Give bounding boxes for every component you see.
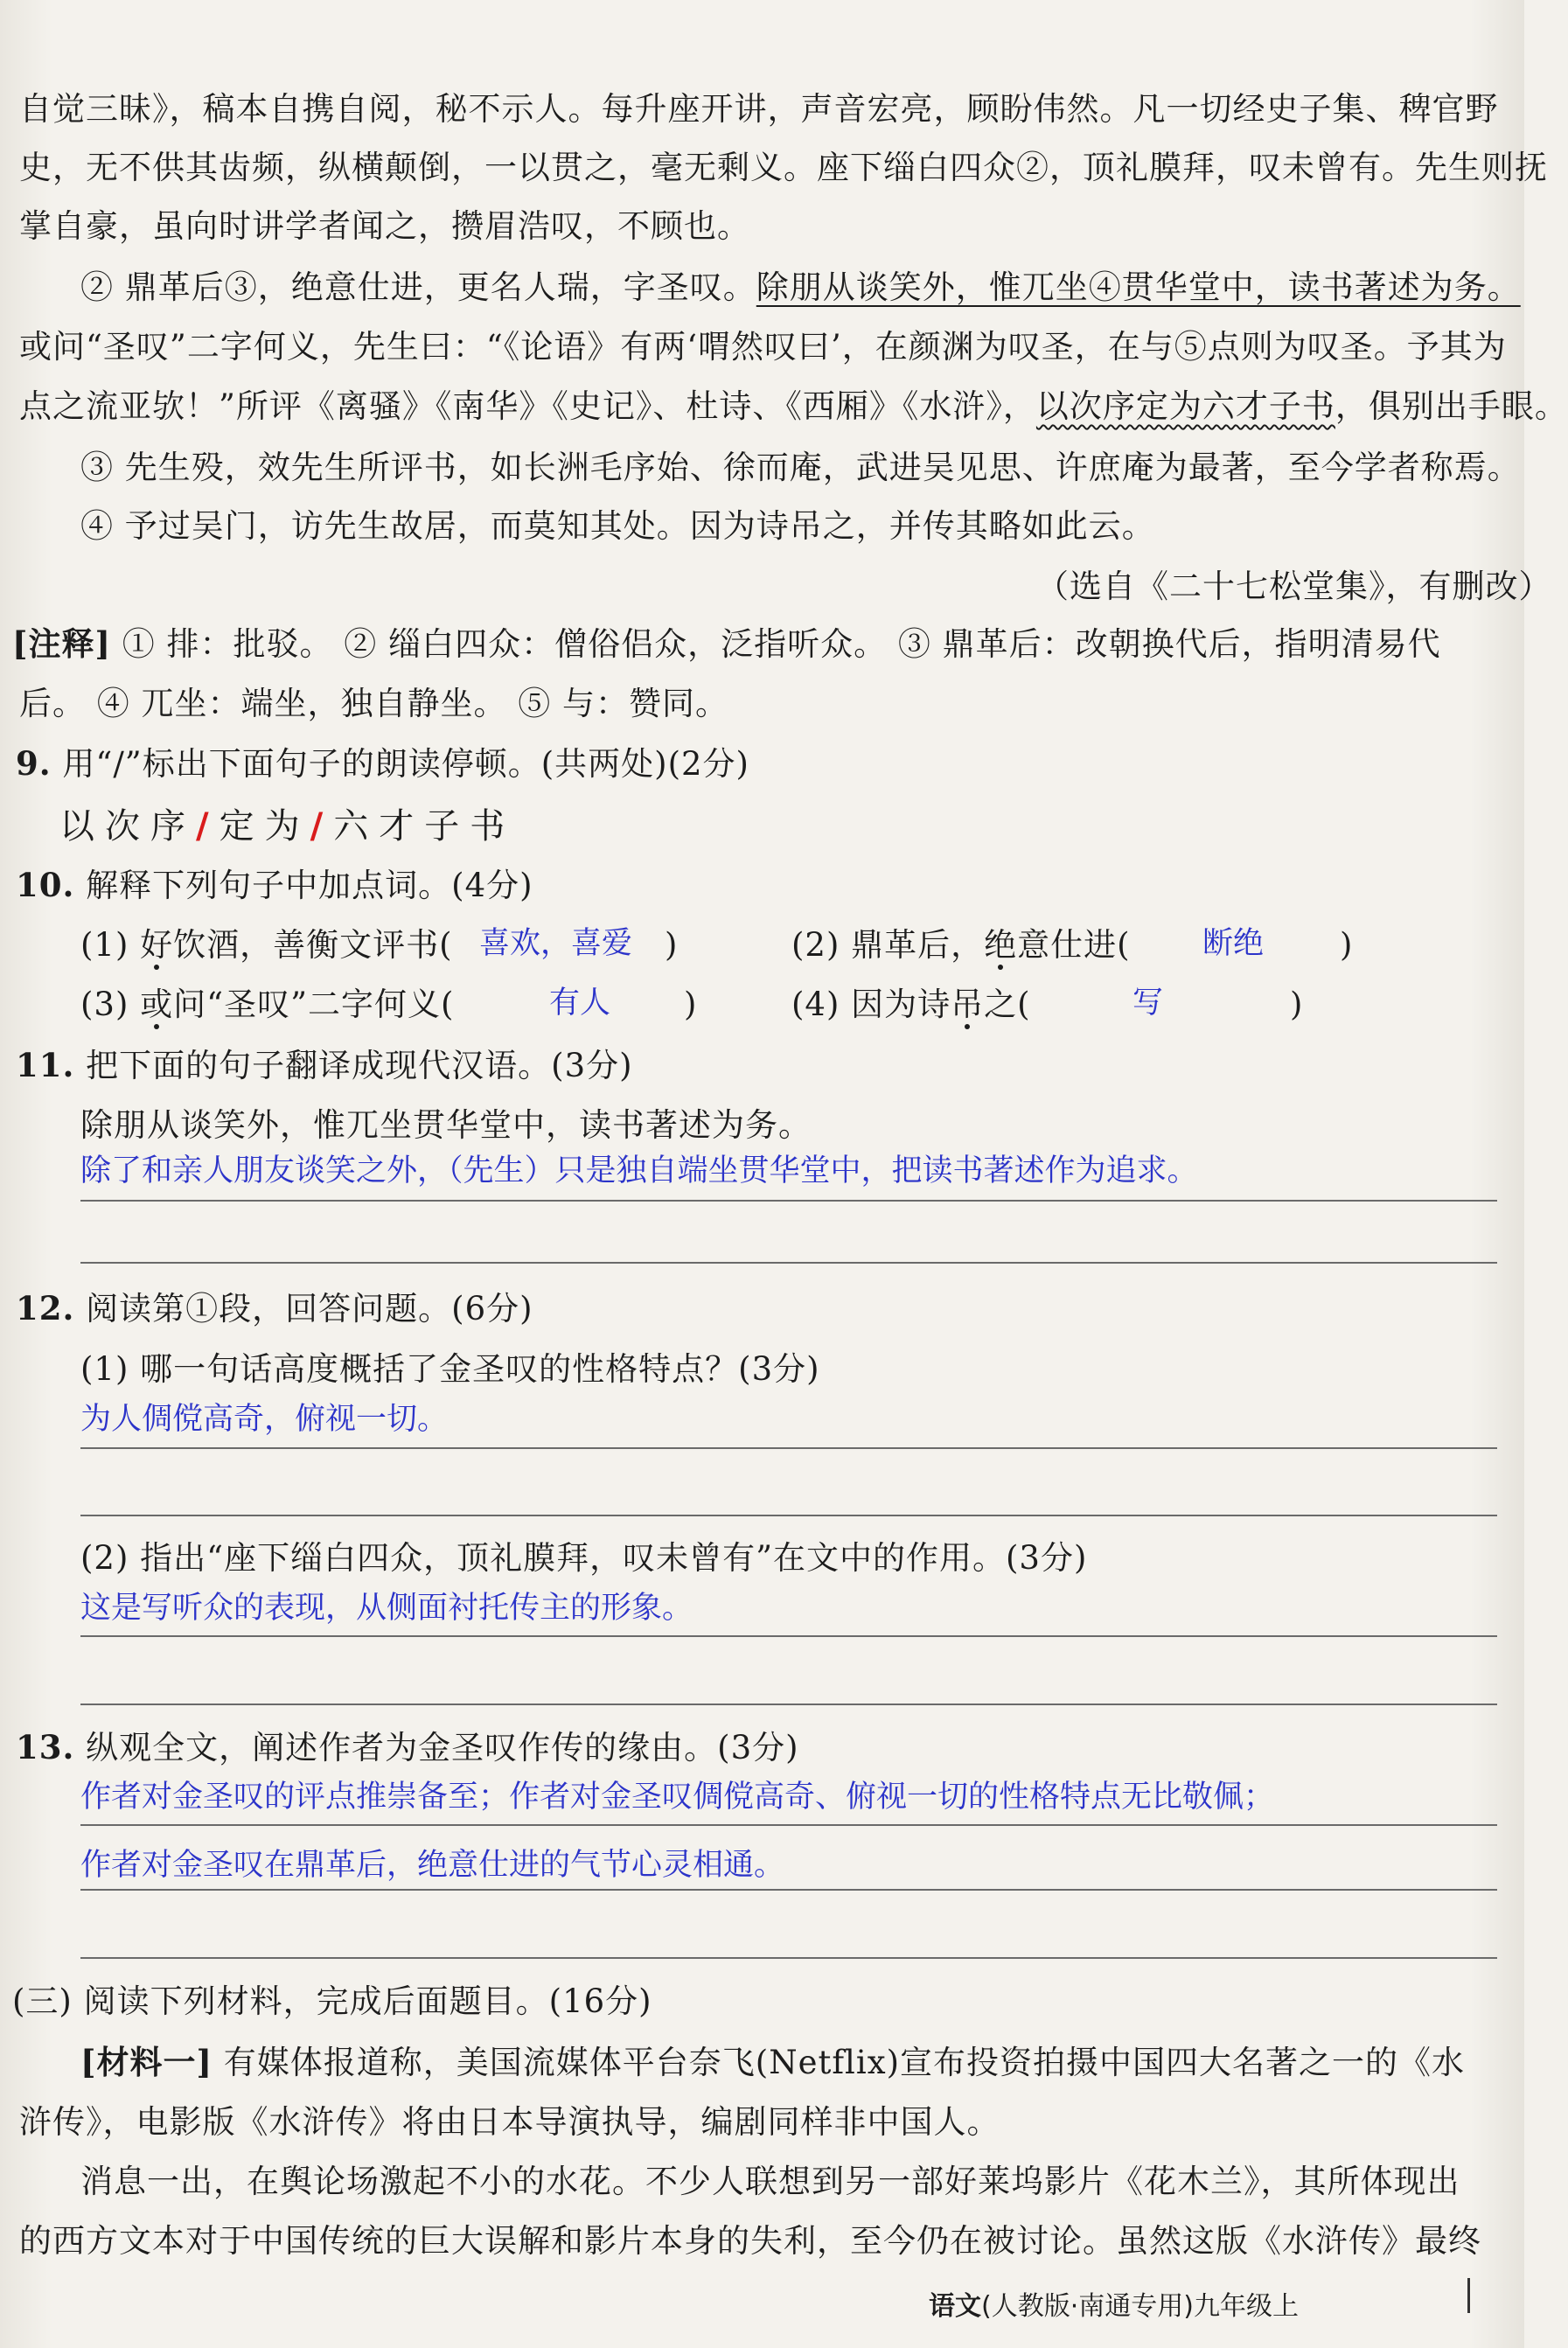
pause-sentence <box>59 806 516 847</box>
footer-subject: 语文 <box>929 2291 981 2322</box>
sentence-char: 次 <box>105 806 150 847</box>
source-citation: （选自《二十七松堂集》，有删改） <box>1036 568 1552 605</box>
question-number: 13. <box>16 1728 75 1766</box>
item-text: 问“圣叹”二字何义( <box>173 986 455 1023</box>
passage-text: 点之流亚欤！”所评《离骚》《南华》《史记》、杜诗、《西厢》《水浒》， <box>19 387 1036 425</box>
question-text: 纵观全文，阐述作者为金圣叹作传的缘由。(3分) <box>86 1729 799 1766</box>
passage-line: 史，无不供其齿频，纵横颠倒，一以贯之，毫无剩义。座下缁白四众②，顶礼膜拜，叹未曾有。先生则抚 <box>19 149 1548 186</box>
question-number: 11. <box>16 1046 75 1084</box>
close-paren: ) <box>665 926 679 964</box>
item-prefix: (2) 鼎革后， <box>791 926 985 964</box>
passage-line: 掌自豪，虽向时讲学者闻之，攒眉浩叹，不顾也。 <box>19 207 750 245</box>
sentence-char: 序 <box>150 806 196 847</box>
passage-line <box>19 387 1568 425</box>
question-text: 把下面的句子翻译成现代汉语。(3分) <box>86 1047 633 1084</box>
answer-q13-line2: 作者对金圣叹在鼎革后，绝意仕进的气节心灵相通。 <box>80 1848 785 1883</box>
question-number: 9. <box>16 744 52 783</box>
question-number: 12. <box>16 1289 75 1327</box>
passage-line: 或问“圣叹”二字何义，先生曰：“《论语》有两‘喟然叹曰’，在颜渊为叹圣，在与⑤点则为叹圣。予其为 <box>19 328 1507 366</box>
material-line: 浒传》，电影版《水浒传》将由日本导演执导，编剧同样非中国人。 <box>19 2103 1000 2141</box>
sentence-char: 书 <box>470 806 516 847</box>
answer-line <box>80 1262 1497 1264</box>
material-text: 有媒体报道称，美国流媒体平台奈飞(Netflix)宣布投资拍摄中国四大名著之一的《水 <box>223 2044 1466 2081</box>
footer-divider <box>1467 2278 1470 2313</box>
notes-line: 后。 ④ 兀坐：端坐，独自静坐。 ⑤ 与：赞同。 <box>19 685 729 722</box>
answer-line <box>80 1889 1497 1891</box>
question-number: 10. <box>16 866 75 904</box>
q10-item-4 <box>791 988 1031 1021</box>
notes-label: [注释] <box>12 624 112 663</box>
item-text: 意仕进( <box>1017 926 1131 964</box>
answer-q10-3: 有人 <box>549 986 611 1021</box>
answer-line <box>80 1447 1497 1449</box>
answer-q12-1: 为人倜傥高奇，俯视一切。 <box>80 1402 449 1437</box>
notes-text: ① 排：批驳。 ② 缁白四众：僧俗侣众，泛指听众。 ③ 鼎革后：改朝换代后，指明清易代 <box>122 625 1441 663</box>
question-12 <box>16 1289 533 1327</box>
answer-q10-2: 断绝 <box>1202 926 1265 961</box>
sentence-char: 定 <box>219 806 265 847</box>
section-heading: (三) 阅读下列材料，完成后面题目。(16分) <box>12 1982 652 2020</box>
question-text: 用“/”标出下面句子的朗读停顿。(共两处)(2分) <box>62 745 749 783</box>
pause-mark: / <box>196 806 220 847</box>
answer-line <box>80 1704 1497 1705</box>
question-text: 阅读第①段，回答问题。(6分) <box>86 1290 533 1327</box>
close-paren: ) <box>1290 986 1304 1023</box>
material-line: 消息一出，在舆论场激起不小的水花。不少人联想到另一部好莱坞影片《花木兰》，其所体现出 <box>80 2163 1460 2200</box>
item-prefix: (3) <box>80 986 141 1023</box>
sub-question: (2) 指出“座下缁白四众，顶礼膜拜，叹未曾有”在文中的作用。(3分) <box>80 1539 1088 1577</box>
dotted-word: 吊 <box>951 986 985 1023</box>
pause-mark: / <box>310 806 334 847</box>
dotted-word: 好 <box>140 926 174 964</box>
answer-q11: 除了和亲人朋友谈笑之外，（先生）只是独自端坐贯华堂中，把读书著述作为追求。 <box>80 1153 1198 1188</box>
dotted-word: 绝 <box>984 926 1018 964</box>
passage-line: 自觉三昧》，稿本自携自阅，秘不示人。每升座开讲，声音宏亮，顾盼伟然。凡一切经史子集、稗官野 <box>19 90 1499 128</box>
item-prefix: (4) 因为诗 <box>791 986 951 1023</box>
q10-item-1 <box>80 926 453 964</box>
close-paren: ) <box>1340 926 1354 964</box>
close-paren: ) <box>684 986 698 1023</box>
q10-item-3 <box>80 988 454 1021</box>
sentence-char: 才 <box>379 806 425 847</box>
answer-q12-2: 这是写听众的表现，从侧面衬托传主的形象。 <box>80 1591 693 1626</box>
wavy-underlined-sentence: 以次序定为六才子书 <box>1035 387 1335 425</box>
sentence-char: 为 <box>264 806 310 847</box>
passage-line <box>80 268 1521 306</box>
passage-line: ③ 先生殁，效先生所评书，如长洲毛序始、徐而庵，武进吴见思、许庶庵为最著，至今学者称焉。 <box>80 449 1521 486</box>
question-10 <box>16 866 533 904</box>
question-11 <box>16 1046 633 1084</box>
notes-line <box>12 624 1441 663</box>
sentence-char: 子 <box>424 806 470 847</box>
answer-line <box>80 1957 1497 1959</box>
answer-line <box>80 1635 1497 1637</box>
item-prefix: (1) <box>80 926 141 964</box>
dotted-word: 或 <box>140 986 174 1023</box>
passage-text: ② 鼎革后③，绝意仕进，更名人瑞，字圣叹。 <box>80 268 756 306</box>
footer-edition: (人教版·南通专用)九年级上 <box>981 2291 1299 2322</box>
item-text: 之( <box>984 986 1031 1023</box>
question-13 <box>16 1728 799 1766</box>
item-text: 饮酒，善衡文评书( <box>173 926 453 964</box>
answer-line <box>80 1515 1497 1516</box>
material-line <box>80 2043 1466 2081</box>
answer-q10-1: 喜欢，喜爱 <box>479 926 633 961</box>
answer-q10-4: 写 <box>1132 986 1164 1021</box>
question-9 <box>16 744 749 783</box>
passage-text: ，俱别出手眼。 <box>1335 387 1568 425</box>
sentence-char: 以 <box>59 806 105 847</box>
q10-item-2 <box>791 926 1131 964</box>
answer-line <box>80 1200 1497 1202</box>
question-text: 解释下列句子中加点词。(4分) <box>86 867 533 904</box>
material-line: 的西方文本对于中国传统的巨大误解和影片本身的失利，至今仍在被讨论。虽然这版《水浒传》最终 <box>19 2222 1481 2260</box>
answer-q13-line1: 作者对金圣叹的评点推崇备至；作者对金圣叹倜傥高奇、俯视一切的性格特点无比敬佩； <box>80 1780 1275 1815</box>
page-footer <box>929 2284 1299 2323</box>
underlined-sentence: 除朋从谈笑外，惟兀坐④贯华堂中，读书著述为务。 <box>756 268 1521 306</box>
sub-question: (1) 哪一句话高度概括了金圣叹的性格特点？(3分) <box>80 1350 820 1388</box>
material-label: [材料一] <box>80 2043 213 2081</box>
answer-line <box>80 1824 1497 1826</box>
sentence-char: 六 <box>333 806 380 847</box>
passage-line: ④ 予过吴门，访先生故居，而莫知其处。因为诗吊之，并传其略如此云。 <box>80 507 1155 545</box>
translate-sentence: 除朋从谈笑外，惟兀坐贯华堂中，读书著述为务。 <box>80 1106 812 1144</box>
